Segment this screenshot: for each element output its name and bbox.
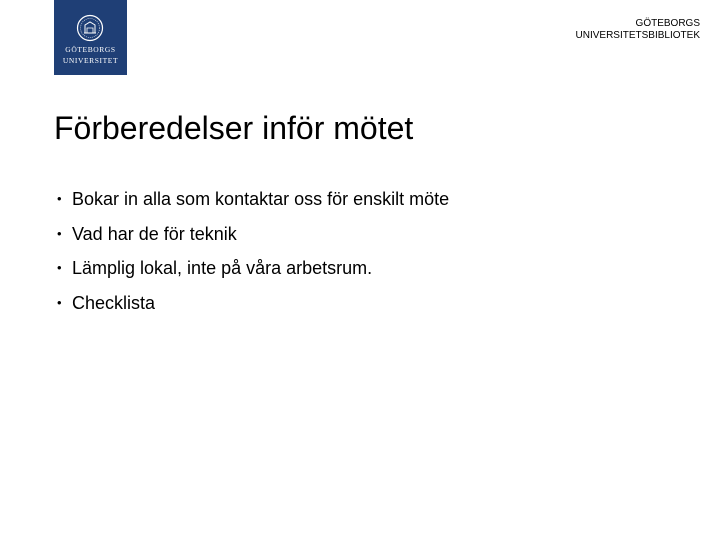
university-seal-icon — [76, 14, 104, 42]
bullet-marker: • — [57, 225, 62, 241]
bullet-marker: • — [57, 294, 62, 310]
bullet-marker: • — [57, 191, 62, 206]
bullet-text: Vad har de för teknik — [72, 223, 237, 244]
bullet-marker: • — [57, 260, 62, 275]
library-name-line2: UNIVERSITETSBIBLIOTEK — [575, 30, 700, 41]
library-name-line1: GÖTEBORGS — [635, 18, 700, 29]
library-name — [576, 18, 700, 42]
bullet-text: Lämplig lokal, inte på våra arbetsrum. — [72, 258, 373, 278]
logo-text-line1: GÖTEBORGS — [65, 45, 116, 54]
logo-text-line2: UNIVERSITET — [62, 56, 119, 65]
bullet-text: Bokar in alla som kontaktar oss för enskilt möte — [72, 189, 450, 209]
university-logo — [54, 0, 127, 75]
bullet-text: Checklista — [72, 292, 156, 313]
slide-title: Förberedelser inför mötet — [54, 110, 414, 146]
